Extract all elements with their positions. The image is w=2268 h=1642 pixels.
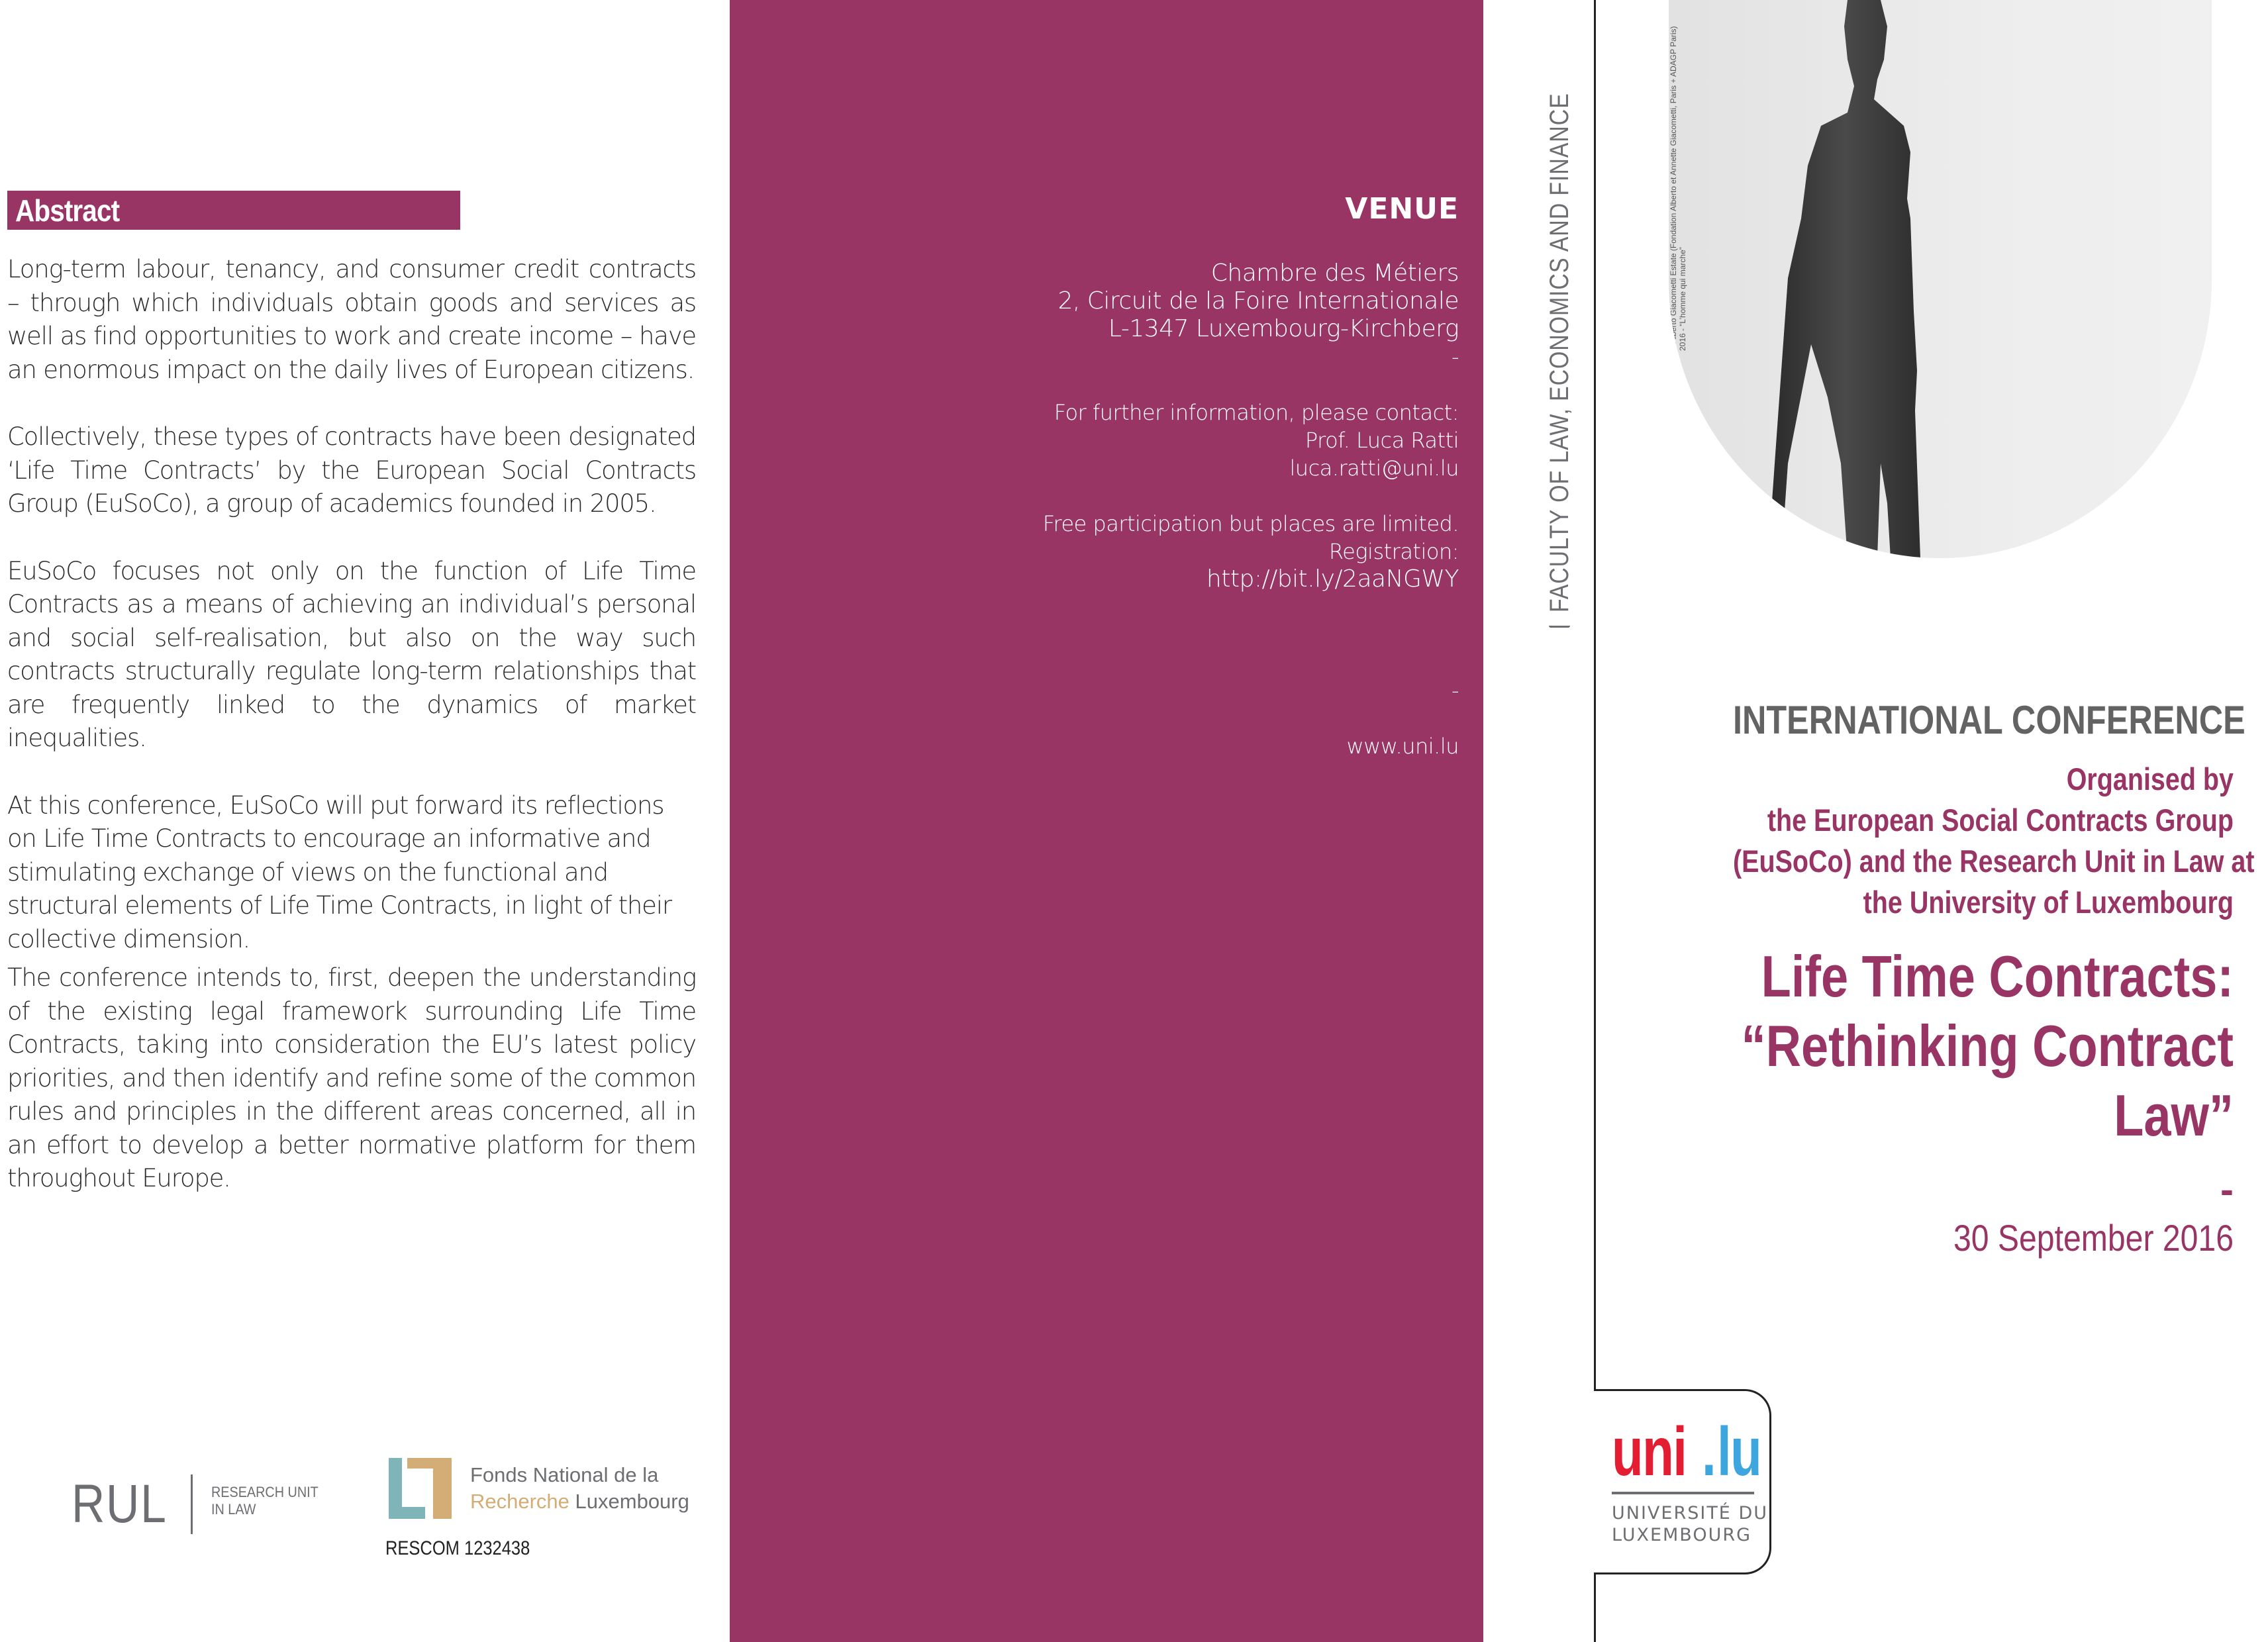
conference-date: 30 September 2016	[1953, 1217, 2234, 1259]
photo-credit	[1669, 0, 1687, 351]
venue-content	[1043, 192, 1459, 760]
unilu-caption-line1: UNIVERSITÉ DU	[1612, 1503, 1769, 1523]
title-dash: -	[2220, 1167, 2234, 1212]
conference-info	[1638, 694, 2255, 1261]
organisers-line: the European Social Contracts Group	[1767, 802, 2234, 838]
organisers-line: (EuSoCo) and the Research Unit in Law at	[1733, 844, 2255, 879]
unilu-caption-line2: LUXEMBOURG	[1612, 1525, 1752, 1545]
unilu-red-part: uni	[1612, 1414, 1687, 1490]
photo-credit-line1: © Alberto Giacometti Estate (Fondation Alberto et Annette Giacometti, Paris + ADAGP Paris)	[1669, 26, 1678, 351]
fnr-luxembourg: Luxembourg	[569, 1490, 689, 1513]
contact-intro: For further information, please contact:	[1054, 400, 1459, 425]
rul-caption-line1: RESEARCH UNIT	[211, 1484, 319, 1500]
abstract-paragraph: EuSoCo focuses not only on the function of Life Time Contracts as a means of achieving an individual’s personal and social self-realisation, but also on the way such contracts structurally regulate long-term relationships that are frequently linked to the dynamics of market inequalities.	[7, 556, 696, 752]
spine-line	[1594, 0, 1596, 1389]
title-line: Law”	[2114, 1083, 2234, 1148]
spine-line	[1594, 1574, 1596, 1642]
title-line: “Rethinking Contract	[1741, 1013, 2234, 1079]
cover-photo	[1669, 0, 2212, 558]
title-line: Life Time Contracts:	[1761, 943, 2234, 1009]
organisers	[1638, 759, 2255, 923]
contact-email-link[interactable]: luca.ratti@uni.lu	[1289, 456, 1459, 481]
fnr-caption	[470, 1462, 689, 1515]
venue-city: L-1347 Luxembourg-Kirchberg	[1108, 315, 1459, 342]
unilu-rule	[1612, 1492, 1754, 1494]
registration-label: Registration:	[1328, 539, 1459, 564]
unilu-blue-part: lu	[1716, 1414, 1761, 1490]
fnr-recherche: Recherche	[470, 1490, 569, 1513]
rul-logo	[72, 1471, 330, 1537]
rul-wordmark: RUL	[72, 1474, 168, 1534]
unilu-logo	[1594, 1389, 1771, 1574]
conference-title	[1638, 942, 2234, 1150]
unilu-caption	[1612, 1502, 1768, 1546]
rescom-code: RESCOM 1232438	[385, 1537, 530, 1559]
organisers-line: the University of Luxembourg	[1863, 885, 2234, 920]
rul-caption	[211, 1484, 319, 1518]
venue-name: Chambre des Métiers	[1210, 260, 1459, 287]
organisers-line: Organised by	[2066, 761, 2234, 797]
abstract-paragraph: Collectively, these types of contracts have been designated ‘Life Time Contracts’ by the European Social Contracts Group (EuSoCo), a group of academics founded in 2005.	[7, 422, 696, 518]
venue-street: 2, Circuit de la Foire Internationale	[1058, 287, 1459, 314]
faculty-d-icon	[1549, 626, 1570, 628]
venue-title: VENUE	[1345, 192, 1459, 226]
faculty-label	[1543, 32, 1576, 628]
rul-divider	[191, 1474, 193, 1534]
website-link[interactable]: www.uni.lu	[1346, 734, 1459, 759]
abstract-body	[7, 253, 696, 1230]
abstract-paragraph: The conference intends to, first, deepen the understanding of the existing legal framework surrounding Life Time Contracts, taking into consideration the EU’s latest policy priorities, and then identify and refine some of the common rules and principles in the different areas concerned, all in an effort to develop a better normative platform for them throughout Europe.	[7, 963, 696, 1192]
faculty-text: FACULTY OF LAW, ECONOMICS AND FINANCE	[1544, 93, 1574, 612]
fnr-caption-line1: Fonds National de la	[470, 1463, 659, 1486]
abstract-header-bar	[7, 191, 460, 230]
participation-note: Free participation but places are limited.	[1042, 511, 1459, 536]
abstract-title: Abstract	[15, 193, 120, 228]
statue-image	[1748, 0, 1920, 558]
abstract-paragraph: At this conference, EuSoCo will put forward its reflections on Life Time Contracts to encourage an informative and stimulating exchange of views on the functional and structural elements of Life Time Contracts, in light of their collective dimension.	[7, 791, 671, 953]
conference-label: INTERNATIONAL CONFERENCE	[1733, 698, 2245, 742]
fnr-bracket-icon	[389, 1458, 452, 1519]
rul-caption-line2: IN LAW	[211, 1501, 256, 1518]
abstract-paragraph: Long-term labour, tenancy, and consumer credit contracts – through which individuals obtain goods and services as well as find opportunities to work and create income – have an enormous impact on the daily lives of European citizens.	[7, 255, 696, 384]
fnr-logo	[389, 1458, 689, 1519]
unilu-wordmark	[1612, 1414, 1775, 1490]
footer-separator: -	[1451, 678, 1459, 703]
venue-panel	[730, 0, 1483, 1642]
photo-credit-line2: 2016 - “L’homme qui marche”	[1678, 247, 1687, 351]
contact-name: Prof. Luca Ratti	[1305, 428, 1459, 453]
venue-separator: -	[1451, 344, 1459, 369]
fnr-caption-line2	[470, 1488, 689, 1515]
registration-link[interactable]: http://bit.ly/2aaNGWY	[1206, 565, 1459, 593]
unilu-dot: .	[1701, 1414, 1716, 1490]
